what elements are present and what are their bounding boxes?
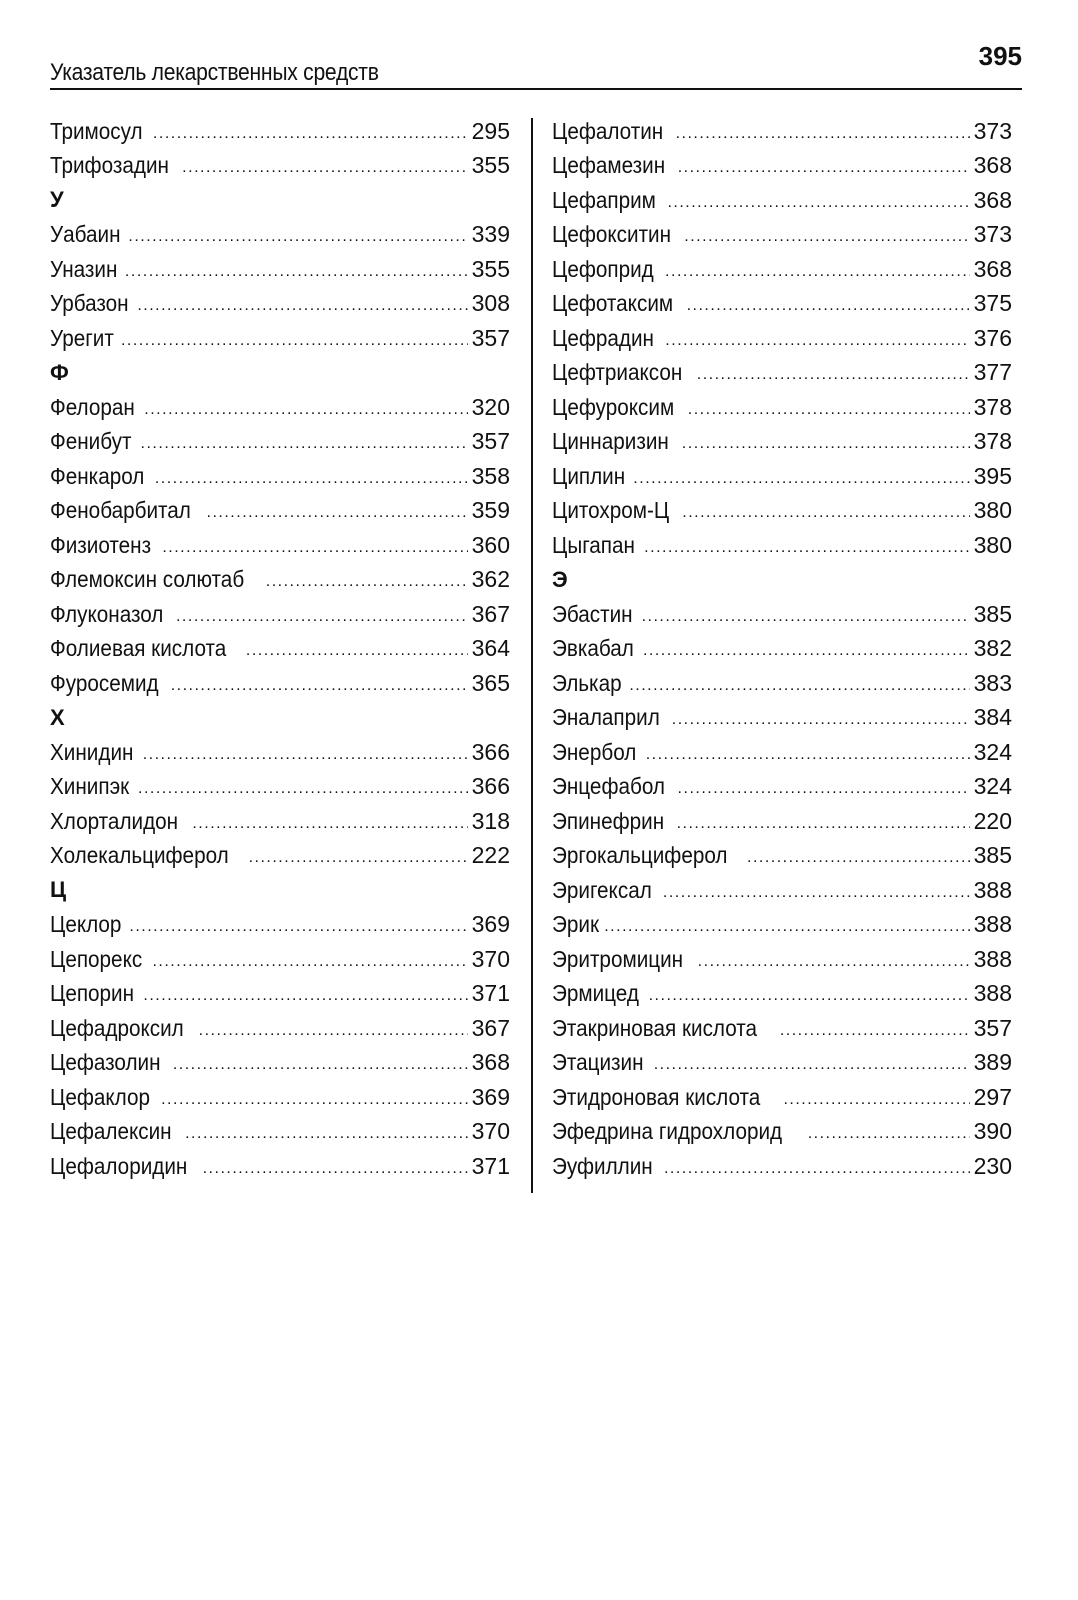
index-entry [552,114,1012,149]
dot-leader [246,643,468,666]
index-entry [552,252,1012,287]
index-entry [50,563,510,598]
entry-page: 388 [973,980,1012,1007]
column-divider [531,118,533,1193]
entry-page: 373 [973,117,1012,144]
dot-leader [155,471,468,494]
entry-name: Цефамезин [552,152,666,179]
dot-leader [687,298,970,321]
entry-name: Энцефабол [552,773,665,800]
entry-name: Эритромицин [552,945,684,972]
index-entry [552,632,1012,667]
entry-page: 318 [471,807,510,834]
index-entry [50,908,510,943]
entry-page: 355 [471,255,510,282]
index-entry [552,183,1012,218]
entry-page: 388 [973,945,1012,972]
dot-leader [665,264,970,287]
index-entry [552,425,1012,460]
dot-leader [654,1057,970,1080]
index-entry [50,632,510,667]
index-entry [50,114,510,149]
entry-page: 367 [471,1014,510,1041]
entry-name: Урбазон [50,290,129,317]
entry-name: Фолиевая кислота [50,635,227,662]
index-entry [552,218,1012,253]
entry-page: 359 [471,497,510,524]
index-entry [50,528,510,563]
entry-name: Эргокальциферол [552,842,728,869]
dot-leader [161,1092,468,1115]
entry-name: Эрмицед [552,980,639,1007]
entry-name: Циннаризин [552,428,669,455]
index-entry [552,873,1012,908]
entry-name: Уабаин [50,221,121,248]
index-entry [552,528,1012,563]
entry-name: Цепорекс [50,945,143,972]
entry-name: Хинипэк [50,773,130,800]
entry-page: 357 [471,324,510,351]
dot-leader [783,1092,969,1115]
section-letter: Ф [50,359,69,385]
entry-name: Трифозадин [50,152,169,179]
entry-name: Элькар [552,669,622,696]
entry-page: 366 [471,738,510,765]
dot-leader [629,678,969,701]
index-entry [552,839,1012,874]
entry-page: 357 [973,1014,1012,1041]
index-entry [50,459,510,494]
dot-leader [173,1057,468,1080]
page-number: 395 [978,41,1022,71]
entry-name: Этидроновая кислота [552,1083,761,1110]
entry-name: Цефотаксим [552,290,674,317]
entry-page: 355 [471,152,510,179]
index-entry [552,770,1012,805]
dot-leader [141,436,468,459]
entry-name: Эуфиллин [552,1152,653,1179]
entry-page: 378 [973,428,1012,455]
entry-page: 373 [973,221,1012,248]
dot-leader [682,436,970,459]
dot-leader [138,781,468,804]
entry-name: Цефазолин [50,1049,161,1076]
entry-page: 368 [471,1049,510,1076]
entry-page: 369 [471,911,510,938]
dot-leader [125,264,468,287]
index-entry [50,1149,510,1184]
entry-page: 360 [471,531,510,558]
entry-name: Физиотенз [50,531,152,558]
dot-leader [182,160,467,183]
entry-name: Цыгапан [552,531,635,558]
entry-page: 371 [471,980,510,1007]
entry-name: Холекальциферол [50,842,229,869]
dot-leader [128,229,467,252]
entry-page: 395 [973,462,1012,489]
entry-page: 385 [973,842,1012,869]
entry-page: 297 [973,1083,1012,1110]
entry-page: 366 [471,773,510,800]
entry-name: Флемоксин солютаб [50,566,245,593]
entry-page: 230 [973,1152,1012,1179]
entry-page: 368 [973,186,1012,213]
dot-leader [684,229,969,252]
entry-page: 380 [973,497,1012,524]
dot-leader [644,540,969,563]
dot-leader [144,402,467,425]
index-entry [552,804,1012,839]
dot-leader [646,747,970,770]
entry-page: 320 [471,393,510,420]
dot-leader [672,712,970,735]
entry-name: Цефалексин [50,1118,172,1145]
index-entry [50,390,510,425]
index-entry [50,1080,510,1115]
entry-name: Циплин [552,462,626,489]
index-entry [552,1046,1012,1081]
dot-leader [698,954,970,977]
entry-name: Цефокситин [552,221,672,248]
entry-name: Уназин [50,255,118,282]
entry-page: 375 [973,290,1012,317]
entry-name: Цефалотин [552,117,664,144]
entry-page: 324 [973,773,1012,800]
index-entry [50,321,510,356]
dot-leader [192,816,467,839]
index-entry [552,1115,1012,1150]
entry-page: 383 [973,669,1012,696]
entry-page: 368 [973,152,1012,179]
dot-leader [688,402,970,425]
dot-leader [266,574,468,597]
index-entry [50,666,510,701]
entry-page: 358 [471,462,510,489]
dot-leader [780,1023,970,1046]
index-entry [50,252,510,287]
section-letter: У [50,187,64,213]
index-entry [552,356,1012,391]
entry-name: Эвкабал [552,635,634,662]
entry-page: 385 [973,600,1012,627]
entry-page: 222 [471,842,510,869]
entry-name: Цефалоридин [50,1152,188,1179]
index-entry [552,597,1012,632]
entry-name: Флуконазол [50,600,164,627]
index-entry [50,149,510,184]
dot-leader [633,471,969,494]
index-entry [552,321,1012,356]
entry-page: 324 [973,738,1012,765]
dot-leader [129,919,467,942]
entry-page: 369 [471,1083,510,1110]
entry-page: 365 [471,669,510,696]
entry-name: Фенобарбитал [50,497,191,524]
index-column-right [552,114,1012,1184]
entry-name: Хинидин [50,738,134,765]
section-letter: Ц [50,877,67,903]
dot-leader [664,1161,970,1184]
index-entry [50,735,510,770]
entry-name: Цефадроксил [50,1014,184,1041]
entry-name: Энербол [552,738,637,765]
entry-page: 384 [973,704,1012,731]
dot-leader [143,747,468,770]
entry-name: Эналаприл [552,704,660,731]
entry-name: Эрик [552,911,600,938]
entry-page: 370 [471,1118,510,1145]
entry-page: 357 [471,428,510,455]
entry-page: 382 [973,635,1012,662]
entry-page: 371 [471,1152,510,1179]
index-entry [50,942,510,977]
entry-page: 388 [973,876,1012,903]
index-entry [552,287,1012,322]
dot-leader [649,988,970,1011]
entry-name: Цефоприд [552,255,654,282]
running-title: Указатель лекарственных средств [50,59,379,86]
entry-name: Тримосул [50,117,143,144]
dot-leader [678,160,970,183]
index-entry [552,459,1012,494]
index-entry [552,701,1012,736]
entry-page: 370 [471,945,510,972]
index-entry [50,804,510,839]
dot-leader [249,850,468,873]
entry-name: Эфедрина гидрохлорид [552,1118,783,1145]
entry-page: 362 [471,566,510,593]
entry-page: 367 [471,600,510,627]
dot-leader [162,540,467,563]
entry-page: 377 [973,359,1012,386]
entry-page: 388 [973,911,1012,938]
entry-page: 368 [973,255,1012,282]
entry-name: Эпинефрин [552,807,665,834]
dot-leader [643,643,970,666]
dot-leader [176,609,468,632]
entry-name: Этакриновая кислота [552,1014,758,1041]
index-entry [552,977,1012,1012]
index-entry [552,149,1012,184]
index-entry [50,494,510,529]
entry-page: 376 [973,324,1012,351]
entry-name: Урегит [50,324,114,351]
entry-page: 339 [471,221,510,248]
index-entry [552,908,1012,943]
index-entry [50,425,510,460]
section-letter: Э [552,566,568,592]
entry-name: Цепорин [50,980,135,1007]
entry-name: Хлорталидон [50,807,179,834]
dot-leader [642,609,970,632]
entry-name: Этацизин [552,1049,644,1076]
index-entry [50,770,510,805]
dot-leader [207,505,468,528]
entry-name: Цеклор [50,911,122,938]
dot-leader [682,505,969,528]
dot-leader [143,988,467,1011]
dot-leader [153,126,468,149]
entry-name: Фенкарол [50,462,145,489]
dot-leader [747,850,970,873]
dot-leader [676,126,970,149]
index-entry [50,839,510,874]
entry-name: Цефаприм [552,186,656,213]
index-entry [50,977,510,1012]
index-entry [50,287,510,322]
entry-name: Фуросемид [50,669,159,696]
index-entry [50,1011,510,1046]
dot-leader [199,1023,468,1046]
dot-leader [697,367,970,390]
index-entry [552,494,1012,529]
entry-page: 380 [973,531,1012,558]
dot-leader [604,919,969,942]
entry-name: Фенибут [50,428,132,455]
entry-page: 295 [471,117,510,144]
dot-leader [678,781,970,804]
index-column-left [50,114,510,1184]
entry-name: Эригексал [552,876,652,903]
index-entry [552,1011,1012,1046]
dot-leader [677,816,970,839]
entry-name: Цефтриаксон [552,359,683,386]
dot-leader [808,1126,970,1149]
index-entry [50,597,510,632]
index-entry [50,1115,510,1150]
entry-page: 364 [471,635,510,662]
entry-page: 220 [973,807,1012,834]
entry-name: Цефуроксим [552,393,675,420]
dot-leader [665,333,969,356]
page-header [50,41,1022,90]
dot-leader [121,333,468,356]
section-letter: Х [50,704,65,730]
entry-page: 308 [471,290,510,317]
dot-leader [667,195,969,218]
dot-leader [152,954,467,977]
dot-leader [663,885,970,908]
dot-leader [137,298,467,321]
dot-leader [185,1126,468,1149]
index-entry [552,666,1012,701]
entry-page: 378 [973,393,1012,420]
dot-leader [203,1161,468,1184]
dot-leader [171,678,468,701]
entry-name: Цефрадин [552,324,654,351]
entry-page: 390 [973,1118,1012,1145]
entry-page: 389 [973,1049,1012,1076]
index-entry [50,1046,510,1081]
index-entry [552,942,1012,977]
index-entry [552,1080,1012,1115]
entry-name: Эбастин [552,600,633,627]
index-entry [50,218,510,253]
entry-name: Цитохром-Ц [552,497,670,524]
index-entry [552,735,1012,770]
index-entry [552,390,1012,425]
entry-name: Фелоран [50,393,135,420]
entry-name: Цефаклор [50,1083,150,1110]
index-entry [552,1149,1012,1184]
